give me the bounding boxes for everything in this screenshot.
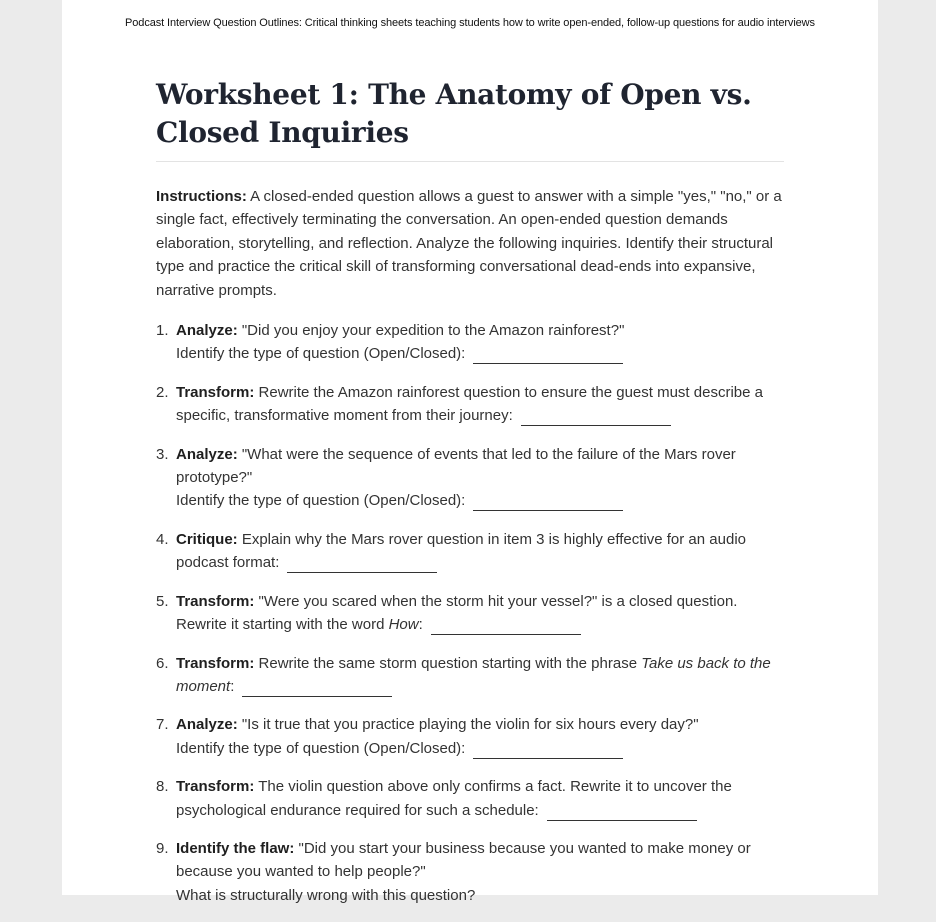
answer-blank[interactable] bbox=[473, 496, 623, 511]
item-text: "What were the sequence of events that led to the failure of the Mars rover prototype?" bbox=[176, 445, 736, 487]
item-text: Explain why the Mars rover question in item 3 is highly effective for an audio podcast format: bbox=[176, 530, 746, 572]
item-label: Transform: bbox=[176, 654, 255, 672]
answer-blank[interactable] bbox=[431, 620, 581, 635]
question-item-5 bbox=[156, 590, 784, 637]
item-label: Transform: bbox=[176, 778, 255, 796]
item-prompt: Identify the type of question (Open/Closed): bbox=[176, 345, 466, 363]
answer-blank[interactable] bbox=[287, 558, 437, 573]
item-text: "Did you start your business because you wanted to make money or because you wanted to help people?" bbox=[176, 839, 751, 881]
item-text-end: : bbox=[418, 616, 423, 634]
question-item-9 bbox=[156, 837, 784, 907]
item-prompt: Identify the type of question (Open/Closed): bbox=[176, 492, 466, 510]
question-item-1 bbox=[156, 319, 784, 366]
item-number: 5. bbox=[156, 592, 169, 610]
answer-blank[interactable] bbox=[521, 411, 671, 426]
item-text-end: : bbox=[230, 677, 235, 695]
item-label: Identify the flaw: bbox=[176, 839, 295, 857]
worksheet-page bbox=[62, 0, 878, 904]
item-prompt: Identify the type of question (Open/Closed): bbox=[176, 739, 466, 757]
item-number: 2. bbox=[156, 383, 169, 401]
item-emphasis: Take us back to the moment bbox=[176, 654, 771, 695]
item-number: 8. bbox=[156, 778, 169, 796]
item-label: Critique: bbox=[176, 530, 238, 548]
item-number: 7. bbox=[156, 716, 169, 734]
item-text: "Were you scared when the storm hit your vessel?" is a closed question. Rewrite it starting with the word bbox=[176, 592, 738, 634]
answer-blank[interactable] bbox=[473, 349, 623, 364]
question-list bbox=[156, 319, 784, 907]
answer-blank[interactable] bbox=[242, 682, 392, 697]
item-text: "Is it true that you practice playing the violin for six hours every day?" bbox=[237, 716, 699, 734]
item-text: Rewrite the Amazon rainforest question to ensure the guest must describe a specific, transformative moment from their journey: bbox=[176, 383, 763, 425]
item-text: The violin question above only confirms a fact. Rewrite it to uncover the psychological endurance required for such a schedule: bbox=[176, 778, 732, 819]
title-divider bbox=[156, 161, 784, 162]
answer-blank[interactable] bbox=[473, 744, 623, 759]
item-text: Rewrite the same storm question starting with the phrase bbox=[254, 654, 642, 672]
item-label: Analyze: bbox=[176, 445, 238, 463]
item-number: 4. bbox=[156, 530, 169, 548]
worksheet-content bbox=[156, 76, 784, 922]
item-number: 6. bbox=[156, 654, 169, 672]
instructions-paragraph bbox=[156, 185, 784, 302]
question-item-7 bbox=[156, 713, 784, 760]
item-number: 1. bbox=[156, 322, 169, 340]
question-item-3 bbox=[156, 443, 784, 513]
instructions-label: Instructions: bbox=[156, 188, 247, 205]
item-label: Transform: bbox=[176, 383, 255, 401]
answer-blank[interactable] bbox=[547, 806, 697, 821]
worksheet-title: Worksheet 1: The Anatomy of Open vs. Closed Inquiries bbox=[156, 78, 752, 149]
item-label: Analyze: bbox=[176, 716, 238, 734]
running-header: Podcast Interview Question Outlines: Critical thinking sheets teaching students how to write open-ended, follow-up questions for audio interviews bbox=[125, 17, 815, 29]
question-item-6 bbox=[156, 652, 784, 699]
item-number: 3. bbox=[156, 445, 169, 463]
question-item-8 bbox=[156, 775, 784, 822]
item-label: Transform: bbox=[176, 592, 255, 610]
question-item-2 bbox=[156, 381, 784, 428]
question-item-4 bbox=[156, 528, 784, 575]
item-number: 9. bbox=[156, 839, 169, 857]
item-emphasis: How bbox=[388, 616, 419, 634]
instructions-text: A closed-ended question allows a guest to answer with a simple "yes," "no," or a single fact, effectively terminating the conversation. An open-ended question demands elaboration, storytelling, and reflection. Analyze the following inquiries. Identify their structural type and practice the critical skill of transforming conversational dead-ends into expansive, narrative prompts. bbox=[156, 188, 782, 299]
item-text: "Did you enjoy your expedition to the Amazon rainforest?" bbox=[237, 322, 625, 340]
item-prompt: What is structurally wrong with this question? bbox=[176, 886, 476, 904]
item-label: Analyze: bbox=[176, 322, 238, 340]
